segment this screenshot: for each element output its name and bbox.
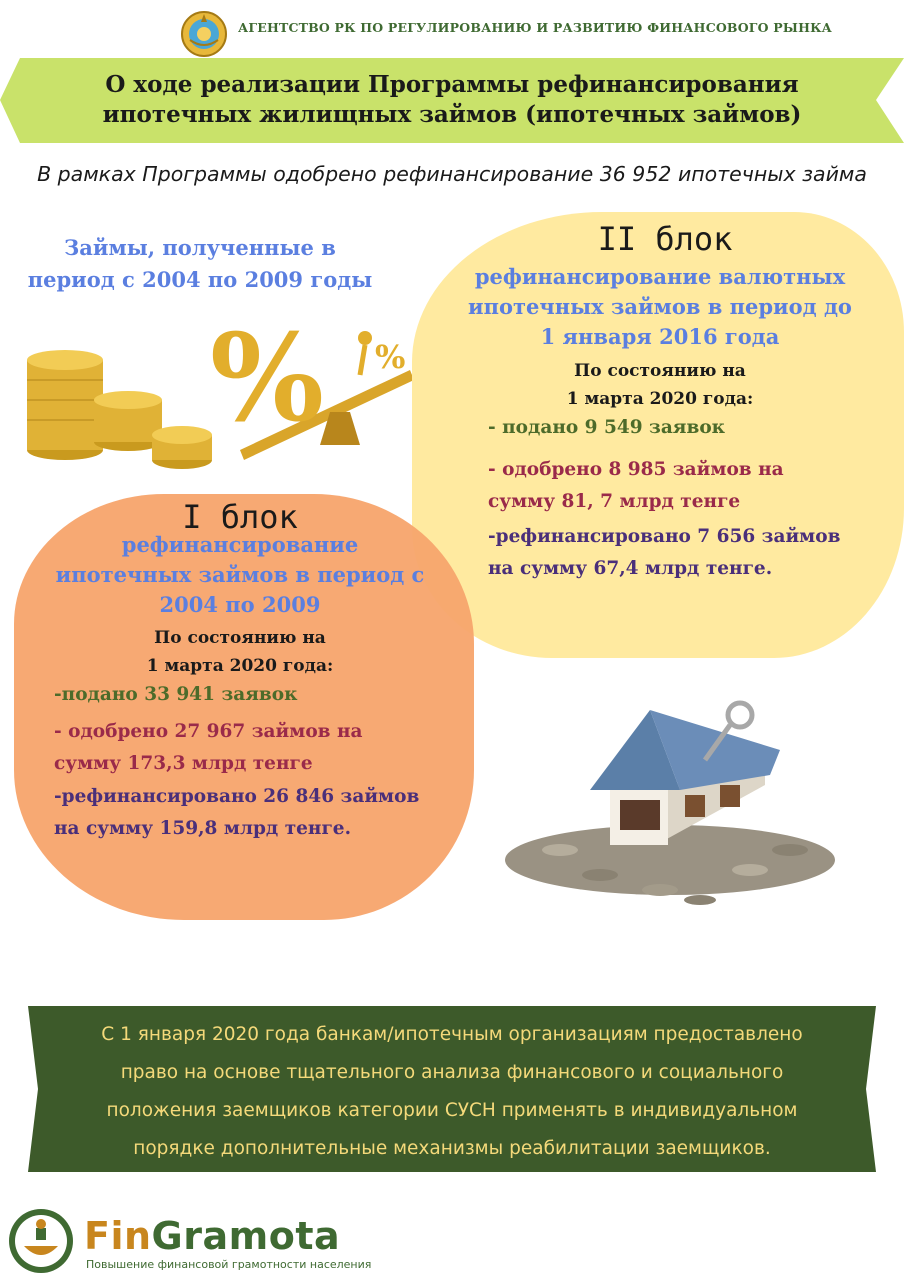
block1-refinanced-line1: -рефинансировано 26 846 займов xyxy=(54,786,420,807)
house-icon xyxy=(590,710,780,845)
block2-approved-line1: - одобрено 8 985 займов на xyxy=(488,459,784,480)
percent-seesaw-icon xyxy=(210,308,414,460)
brand-fin: Fin xyxy=(84,1214,152,1258)
page-title xyxy=(40,70,864,130)
block1-state-date xyxy=(120,624,360,680)
block1-submitted: -подано 33 941 заявок xyxy=(54,684,298,705)
block2-refinanced xyxy=(488,521,888,585)
block2-state-date xyxy=(540,357,780,413)
intro-text: В рамках Программы одобрено рефинансирование 36 952 ипотечных займа xyxy=(37,162,867,186)
note-line4: порядке дополнительные механизмы реабилитации заемщиков. xyxy=(133,1138,771,1159)
note-line1: С 1 января 2020 года банкам/ипотечным организациям предоставлено xyxy=(101,1024,803,1045)
note-line3: положения заемщиков категории СУСН применять в индивидуальном xyxy=(106,1100,798,1121)
block2-heading: II блок xyxy=(597,220,733,258)
block1-approved-line2: сумму 173,3 млрд тенге xyxy=(54,753,313,774)
house-coins-illustration xyxy=(500,690,840,920)
loans-title-line2: период с 2004 по 2009 годы xyxy=(27,267,373,292)
note-line2: право на основе тщательного анализа финансового и социального xyxy=(120,1062,784,1083)
block1-refinanced xyxy=(54,781,464,845)
block1-subtitle-line1: рефинансирование xyxy=(121,532,359,557)
block2-approved-line2: сумму 81, 7 млрд тенге xyxy=(488,491,741,512)
rehabilitation-note xyxy=(50,1016,854,1168)
svg-text:%: % xyxy=(375,338,406,376)
fingramota-brand xyxy=(84,1214,340,1258)
block2-subtitle-line1: рефинансирование валютных xyxy=(474,264,846,289)
block2-subtitle-line2: ипотечных займов в период до xyxy=(468,294,852,319)
block2-approved xyxy=(488,454,828,518)
block2-refinanced-line2: на сумму 67,4 млрд тенге. xyxy=(488,558,773,579)
block1-refinanced-line2: на сумму 159,8 млрд тенге. xyxy=(54,818,352,839)
block1-subtitle-line3: 2004 по 2009 xyxy=(159,592,321,617)
block1-subtitle xyxy=(40,530,440,620)
loans-period-title xyxy=(20,232,380,296)
gold-coin-stack-icon xyxy=(27,350,212,469)
block2-subtitle-line3: 1 января 2016 года xyxy=(540,324,780,349)
block2-submitted: - подано 9 549 заявок xyxy=(488,417,726,438)
block1-heading: I блок xyxy=(182,498,298,536)
loans-title-line1: Займы, полученные в xyxy=(64,235,336,260)
brand-tagline: Повышение финансовой грамотности населения xyxy=(86,1258,372,1271)
brand-gramota: Gramota xyxy=(151,1214,341,1258)
page-title-line1: О ходе реализации Программы рефинансирования xyxy=(105,71,799,98)
block2-subtitle xyxy=(450,262,870,352)
fingramota-logo-icon xyxy=(6,1206,76,1276)
block2-state-line2: 1 марта 2020 года: xyxy=(566,389,754,409)
block1-subtitle-line2: ипотечных займов в период с xyxy=(55,562,425,587)
block1-approved xyxy=(54,716,434,780)
agency-name: АГЕНТСТВО РК ПО РЕГУЛИРОВАНИЮ И РАЗВИТИЮ ФИНАНСОВОГО РЫНКА xyxy=(238,20,833,35)
kazakhstan-emblem-icon xyxy=(180,10,228,58)
block1-state-line1: По состоянию на xyxy=(154,628,326,648)
block1-approved-line1: - одобрено 27 967 займов на xyxy=(54,721,363,742)
svg-text:%: % xyxy=(210,308,325,449)
block2-refinanced-line1: -рефинансировано 7 656 займов xyxy=(488,526,841,547)
block1-state-line2: 1 марта 2020 года: xyxy=(146,656,334,676)
block2-state-line1: По состоянию на xyxy=(574,361,746,381)
page-title-line2: ипотечных жилищных займов (ипотечных займов) xyxy=(102,101,802,128)
coins-percent-illustration xyxy=(10,300,420,490)
